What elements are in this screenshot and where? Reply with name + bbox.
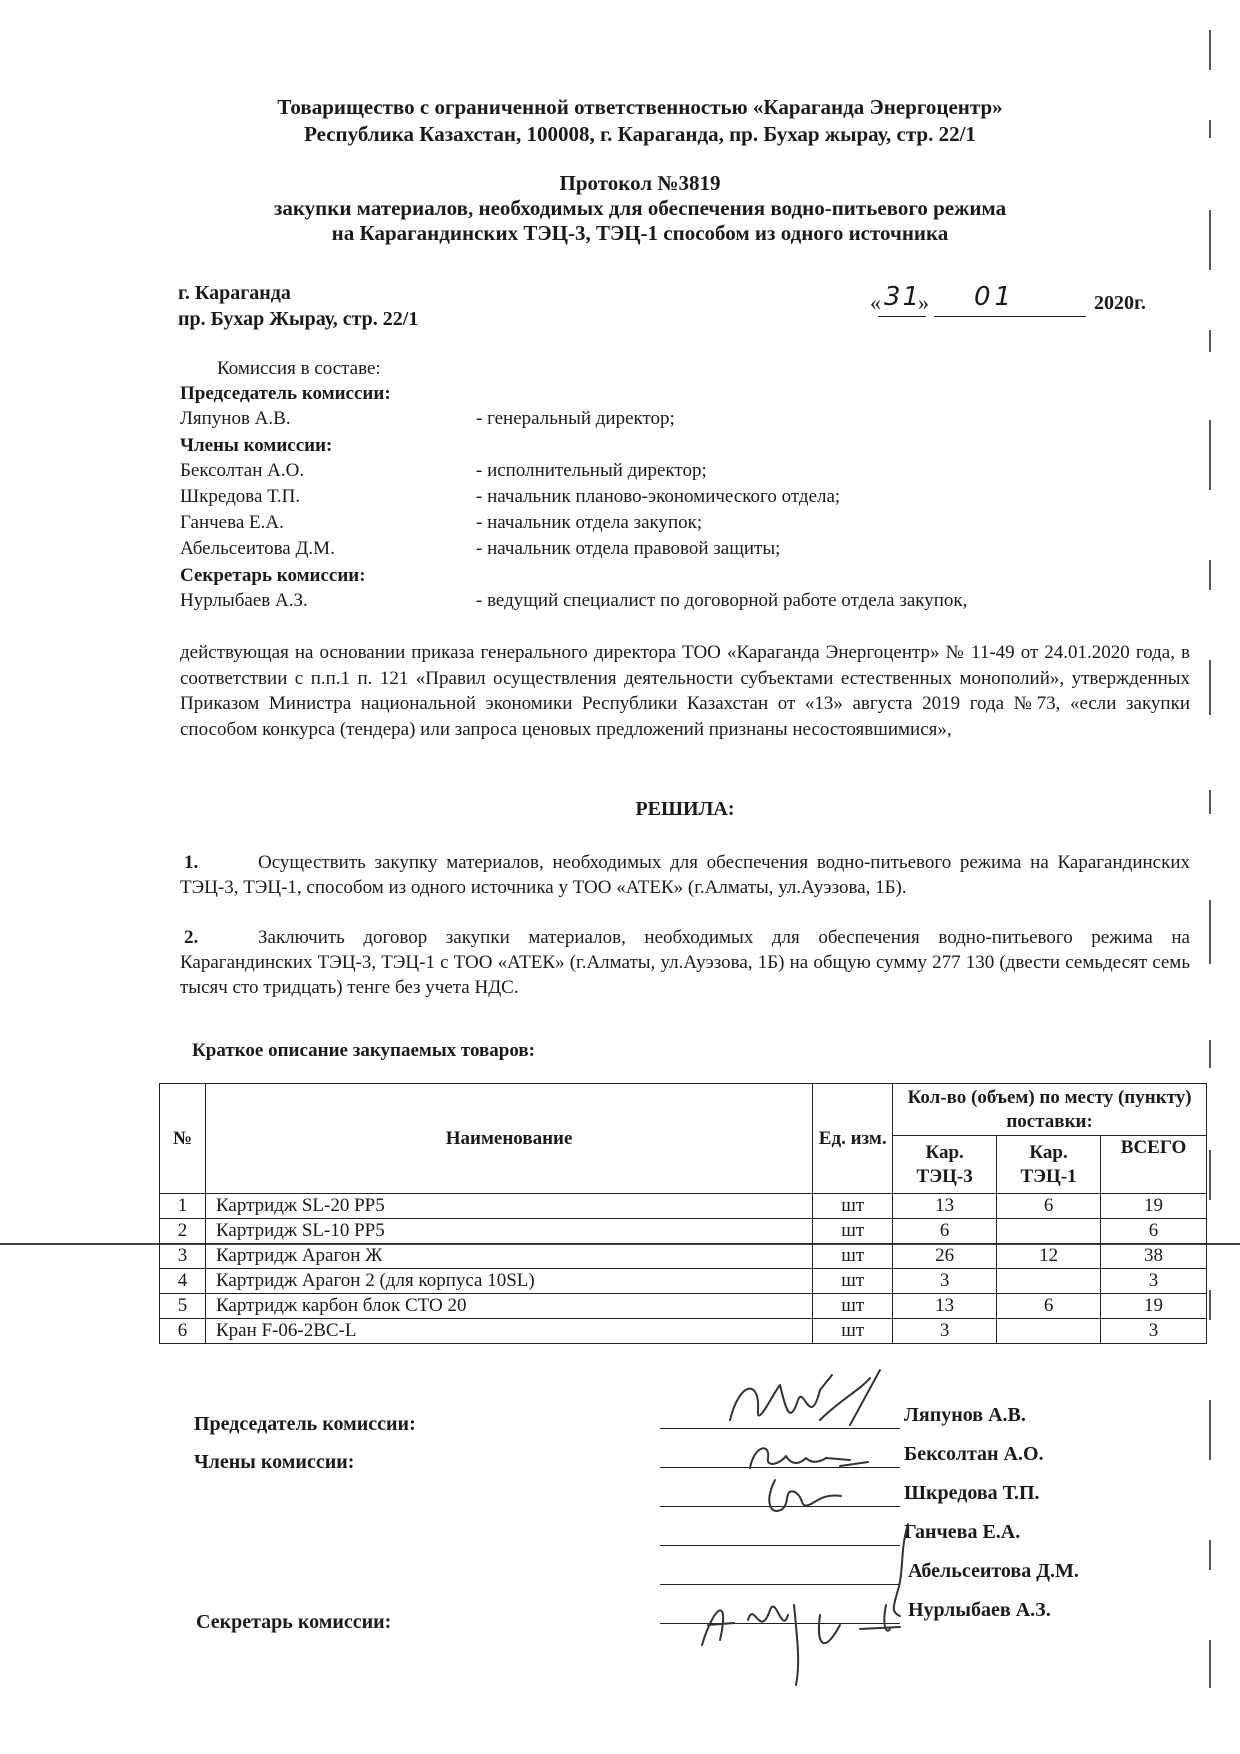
date-month: 01 [974, 282, 1016, 312]
handwritten-signature [720, 1370, 900, 1440]
cell-tec1: 6 [997, 1194, 1101, 1219]
table-row [160, 1219, 1207, 1244]
cell-total: 3 [1101, 1269, 1207, 1294]
decision-number: 2. [184, 927, 199, 948]
decision-text: Осуществить закупку материалов, необходимых для обеспечения водно-питьевого режима на Карагандинских ТЭЦ-3, ТЭЦ-1, способом из одного источника у ТОО «АТЕК» (г.Алматы, ул.Ауэзова, 1Б). [180, 852, 1190, 898]
date-year: 2020г. [1094, 292, 1146, 314]
cell-tec3: 3 [893, 1269, 997, 1294]
cell-name: Картридж SL-20 PP5 [205, 1194, 812, 1219]
cell-unit: шт [813, 1244, 893, 1269]
signature-name: Нурлыбаев А.З. [908, 1599, 1051, 1621]
cell-name: Кран F-06-2BC-L [205, 1319, 812, 1344]
cell-num: 5 [160, 1294, 206, 1319]
col-header-total: ВСЕГО [1101, 1136, 1207, 1194]
organization-address: Республика Казахстан, 100008, г. Караганда, пр. Бухар жырау, стр. 22/1 [304, 122, 976, 146]
signature-name: Бексолтан А.О. [904, 1443, 1044, 1465]
member-name: Ганчева Е.А. [180, 512, 284, 533]
handwritten-signature [690, 1585, 910, 1695]
member-name: Шкредова Т.П. [180, 486, 301, 507]
member-role: - исполнительный директор; [476, 460, 707, 481]
organization-name: Товарищество с ограниченной ответственностью «Караганда Энергоцентр» [277, 95, 1003, 119]
secretary-name: Нурлыбаев А.З. [180, 590, 308, 611]
cell-tec1 [997, 1269, 1101, 1294]
member-role: - начальник отдела правовой защиты; [476, 538, 781, 559]
cell-num: 3 [160, 1244, 206, 1269]
protocol-subject-line-1: закупки материалов, необходимых для обеспечения водно-питьевого режима [273, 196, 1007, 220]
member-name: Бексолтан А.О. [180, 460, 305, 481]
member-name: Абельсеитова Д.М. [180, 538, 335, 559]
decision-item [180, 850, 1190, 900]
protocol-title: Протокол №3819 [559, 171, 721, 195]
cell-num: 4 [160, 1269, 206, 1294]
signature-name: Шкредова Т.П. [904, 1482, 1040, 1504]
cell-unit: шт [813, 1219, 893, 1244]
date-day-underline [878, 316, 926, 317]
col-header-tec1: Кар. ТЭЦ-1 [997, 1136, 1101, 1194]
cell-name: Картридж Арагон Ж [205, 1244, 812, 1269]
table-row [160, 1319, 1207, 1344]
cell-tec1 [997, 1219, 1101, 1244]
date-quote-close: » [918, 290, 929, 315]
cell-unit: шт [813, 1319, 893, 1344]
col-header-tec3: Кар. ТЭЦ-3 [893, 1136, 997, 1194]
goods-heading: Краткое описание закупаемых товаров: [192, 1040, 535, 1061]
members-heading: Члены комиссии: [180, 435, 333, 456]
decision-heading: РЕШИЛА: [635, 798, 735, 820]
cell-name: Картридж SL-10 PP5 [205, 1219, 812, 1244]
cell-total: 38 [1101, 1244, 1207, 1269]
cell-tec1: 12 [997, 1244, 1101, 1269]
goods-table [159, 1083, 1207, 1344]
signature-line [660, 1545, 900, 1546]
cell-total: 19 [1101, 1294, 1207, 1319]
signature-members-label: Члены комиссии: [194, 1451, 355, 1473]
col-header-num: № [160, 1084, 206, 1194]
chair-role: - генеральный директор; [476, 408, 675, 429]
cell-name: Картридж Арагон 2 (для корпуса 10SL) [205, 1269, 812, 1294]
cell-unit: шт [813, 1269, 893, 1294]
place-street: пр. Бухар Жырау, стр. 22/1 [178, 308, 419, 330]
cell-num: 6 [160, 1319, 206, 1344]
cell-total: 6 [1101, 1219, 1207, 1244]
secretary-heading: Секретарь комиссии: [180, 565, 366, 586]
cell-num: 2 [160, 1219, 206, 1244]
scan-edge-marks [1205, 0, 1225, 1754]
chair-heading: Председатель комиссии: [180, 383, 391, 404]
table-row [160, 1244, 1207, 1269]
cell-tec1: 6 [997, 1294, 1101, 1319]
date-month-underline [934, 316, 1086, 317]
basis-paragraph: действующая на основании приказа генерального директора ТОО «Караганда Энергоцентр» № 11-49 от 24.01.2020 года, в соответствии с п.п.1 п. 121 «Правил осуществления деятельности субъектами естественных монополий», утвержденных Приказом Министра национальной экономики Республики Казахстан от «13» августа 2019 года №73, «если закупки способом конкурса (тендера) или запроса ценовых предложений признаны несостоявшимися», [180, 642, 1190, 740]
table-row [160, 1269, 1207, 1294]
commission-intro: Комиссия в составе: [217, 358, 381, 379]
cell-num: 1 [160, 1194, 206, 1219]
date-day: 31 [884, 282, 922, 312]
cell-tec3: 13 [893, 1294, 997, 1319]
secretary-role: - ведущий специалист по договорной работе отдела закупок, [476, 590, 968, 611]
cell-tec3: 3 [893, 1319, 997, 1344]
cell-unit: шт [813, 1194, 893, 1219]
date-quote-open: « [870, 290, 881, 315]
cell-tec3: 26 [893, 1244, 997, 1269]
cell-tec3: 13 [893, 1194, 997, 1219]
table-row [160, 1194, 1207, 1219]
table-row [160, 1294, 1207, 1319]
cell-tec1 [997, 1319, 1101, 1344]
cell-tec3: 6 [893, 1219, 997, 1244]
cell-total: 3 [1101, 1319, 1207, 1344]
place-city: г. Караганда [178, 282, 291, 304]
member-role: - начальник отдела закупок; [476, 512, 703, 533]
col-header-qty-group: Кол-во (объем) по месту (пункту) поставки: [893, 1084, 1207, 1136]
col-header-name: Наименование [205, 1084, 812, 1194]
signature-chair-label: Председатель комиссии: [194, 1413, 416, 1435]
decision-item [180, 925, 1190, 1000]
member-role: - начальник планово-экономического отдела; [476, 486, 841, 507]
protocol-subject-line-2: на Карагандинских ТЭЦ-3, ТЭЦ-1 способом из одного источника [331, 221, 949, 245]
cell-name: Картридж карбон блок СТО 20 [205, 1294, 812, 1319]
decision-text: Заключить договор закупки материалов, необходимых для обеспечения водно-питьевого режима на Карагандинских ТЭЦ-3, ТЭЦ-1 с ТОО «АТЕК» (г.Алматы, ул.Ауэзова, 1Б) на общую сумму 277 130 (двести семьдесят семь тысяч сто тридцать) тенге без учета НДС. [180, 927, 1190, 998]
decision-number: 1. [184, 852, 199, 873]
signature-secretary-label: Секретарь комиссии: [196, 1611, 392, 1633]
cell-total: 19 [1101, 1194, 1207, 1219]
handwritten-signature [755, 1470, 875, 1520]
protocol-date [870, 282, 1160, 322]
chair-name: Ляпунов А.В. [180, 408, 291, 429]
col-header-unit: Ед. изм. [813, 1084, 893, 1194]
cell-unit: шт [813, 1294, 893, 1319]
signature-name: Ганчева Е.А. [904, 1521, 1021, 1543]
signature-name: Ляпунов А.В. [904, 1404, 1026, 1426]
signature-name: Абельсеитова Д.М. [908, 1560, 1079, 1582]
